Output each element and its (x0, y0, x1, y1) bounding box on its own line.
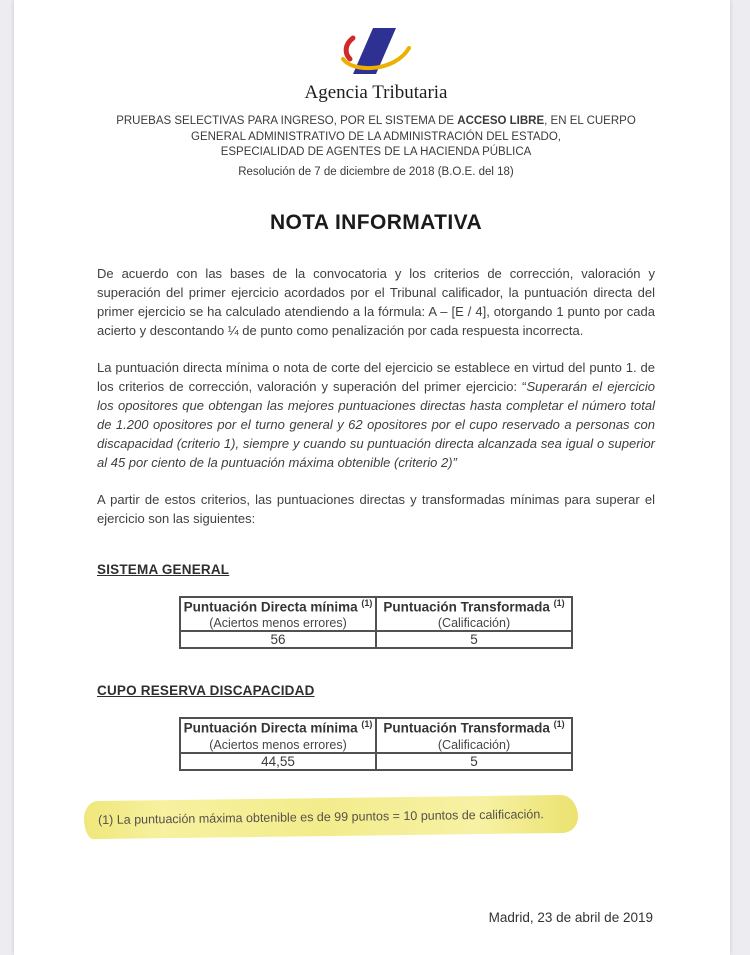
header-line-2: GENERAL ADMINISTRATIVO DE LA ADMINISTRACIÓN DEL ESTADO, (191, 130, 561, 143)
header-line-3: ESPECIALIDAD DE AGENTES DE LA HACIENDA PÚBLICA (220, 146, 532, 158)
footnote-row (84, 798, 655, 836)
header-cell-puntuacion-transformada (376, 718, 572, 753)
header-cell-puntuacion-transformada (376, 597, 572, 632)
footnote-ref: (1) (361, 719, 373, 729)
paragraph-formula: De acuerdo con las bases de la convocatoria y los criterios de corrección, valoración y superación del primer ejercicio acordados por el Tribunal calificador, la puntuación directa del primer ejercicio se ha calculado atendiendo a la fórmula: A – [E / 4], otorgando 1 punto por cada acierto y descontando ¼ de punto como penalización por cada respuesta incorrecta. (97, 265, 655, 338)
footnote-ref: (1) (361, 597, 373, 608)
score-table-sistema-general (179, 596, 573, 650)
convocatoria-header (97, 114, 655, 161)
column-subtitle: (Aciertos menos errores) (209, 737, 347, 752)
paragraph-criterios: A partir de estos criterios, las puntuaciones directas y transformadas mínimas para superar el ejercicio son las siguientes: (97, 491, 655, 526)
paragraph-2-plain: La puntuación directa mínima o nota de corte del ejercicio se establece en virtud del punto 1. de los criterios de corrección, valoración y superación del primer ejercicio: “ (97, 359, 655, 394)
date-line: Madrid, 23 de abril de 2019 (488, 909, 653, 925)
value-puntuacion-transformada: 5 (376, 631, 572, 648)
document-page (14, 0, 730, 955)
table-header-row (180, 597, 572, 632)
agencia-tributaria-logo-icon (339, 28, 413, 75)
resolution-line: Resolución de 7 de diciembre de 2018 (B.O.E. del 18) (238, 165, 514, 178)
footnote-text: (1) La puntuación máxima obtenible es de 99 puntos = 10 puntos de calificación. (97, 806, 544, 827)
paragraph-2-quote: Superarán el ejercicio los opositores que obtengan las mejores puntuaciones directas hasta completar el número total de 1.200 opositores por el turno general y 62 opositores por el cupo reservado a personas con discapacidad (criterio 1), siempre y cuando su puntuación directa alcanzada sea igual o superior al 45 por ciento de la puntuación máxima obtenible (criterio 2)” (97, 378, 655, 470)
header-cell-puntuacion-directa (180, 718, 376, 753)
header-line1-pre: PRUEBAS SELECTIVAS PARA INGRESO, POR EL SISTEMA DE (116, 115, 458, 127)
column-subtitle: (Calificación) (437, 737, 511, 752)
value-puntuacion-directa: 56 (180, 631, 376, 648)
section-heading-sistema-general: SISTEMA GENERAL (97, 561, 230, 577)
page-title: NOTA INFORMATIVA (269, 210, 483, 234)
score-table-cupo-discapacidad (179, 717, 573, 771)
column-title (377, 719, 571, 736)
value-puntuacion-directa: 44,55 (180, 753, 376, 770)
logo-container (97, 28, 655, 80)
column-subtitle: (Calificación) (437, 616, 511, 630)
footnote-ref: (1) (553, 597, 565, 608)
header-cell-puntuacion-directa (180, 597, 376, 632)
footnote-ref: (1) (553, 719, 565, 729)
table-value-row (180, 753, 572, 770)
header-line1-post: , EN EL CUERPO (544, 115, 636, 127)
column-title (181, 598, 375, 615)
table-header-row (180, 718, 572, 753)
value-puntuacion-transformada: 5 (376, 753, 572, 770)
brand-name: Agencia Tributaria (304, 82, 448, 103)
table-value-row (180, 631, 572, 648)
header-line1-bold: ACCESO LIBRE (457, 115, 545, 127)
section-heading-cupo-discapacidad: CUPO RESERVA DISCAPACIDAD (97, 683, 315, 698)
paragraph-nota-corte (97, 358, 655, 472)
column-subtitle: (Aciertos menos errores) (209, 616, 347, 630)
yellow-highlight-marker (84, 794, 578, 838)
header-line-1 (97, 114, 655, 130)
column-title-text: Puntuación Transformada (383, 599, 550, 614)
column-title-text: Puntuación Directa mínima (183, 599, 358, 614)
column-title (181, 719, 375, 736)
column-title-text: Puntuación Transformada (383, 720, 550, 736)
column-title (377, 598, 571, 615)
column-title-text: Puntuación Directa mínima (183, 720, 358, 736)
